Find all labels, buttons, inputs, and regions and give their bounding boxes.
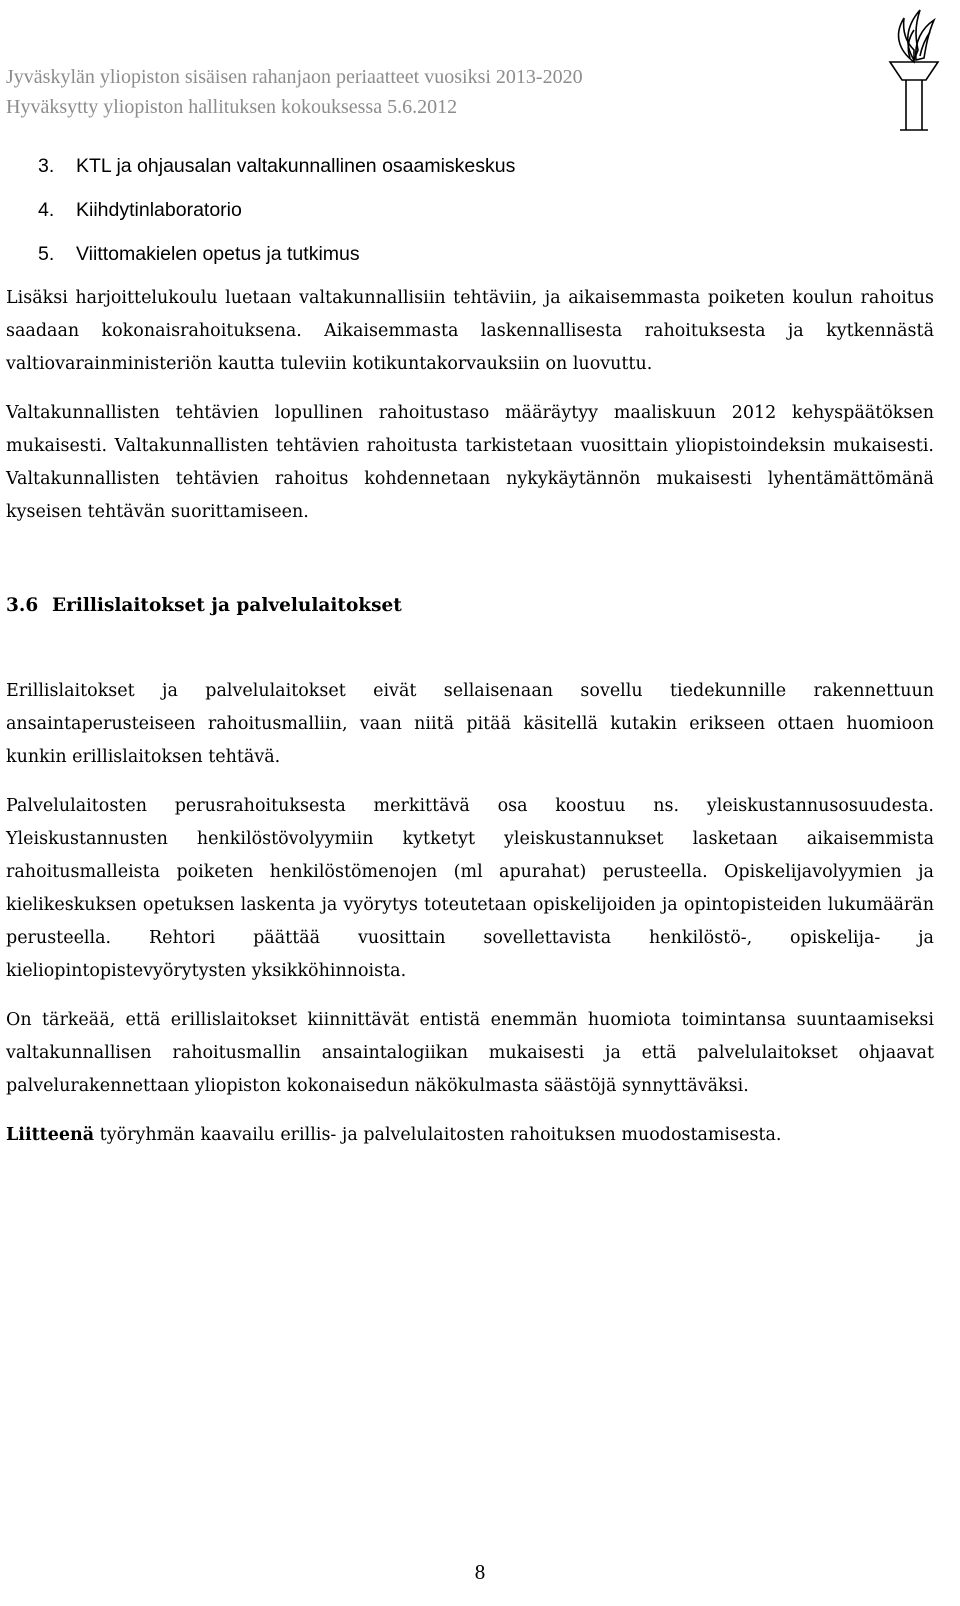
attachment-label: Liitteenä — [6, 1125, 95, 1145]
paragraph: Erillislaitokset ja palvelulaitokset eivät sellaisenaan sovellu tiedekunnille rakennettuun ansaintaperusteiseen rahoitusmalliin, vaan niitä pitää käsitellä kutakin erikseen ottaen huomioon kunkin erillislaitoksen tehtävä. — [6, 681, 934, 767]
attachment-note — [6, 1119, 934, 1152]
attachment-text: työryhmän kaavailu erillis- ja palvelulaitosten rahoituksen muodostamisesta. — [94, 1125, 782, 1145]
page-number: 8 — [474, 1560, 486, 1584]
list-item: 3. KTL ja ohjausalan valtakunnallinen osaamiskeskus — [38, 155, 516, 177]
paragraph: Lisäksi harjoittelukoulu luetaan valtakunnallisiin tehtäviin, ja aikaisemmasta poiketen koulun rahoitus saadaan kokonaisrahoituksena. Aikaisemmasta laskennallisesta rahoituksesta ja kytkennästä valtiovarainministeriön kautta tuleviin kotikuntakorvauksiin on luovuttu. — [6, 288, 934, 374]
paragraph: On tärkeää, että erillislaitokset kiinnittävät entistä enemmän huomiota toimintansa suuntaamiseksi valtakunnallisen rahoitusmallin ansaintalogiikan mukaisesti ja että palvelulaitokset ohjaavat palvelurakennettaan yliopiston kokonaisedun näkökulmasta säästöjä synnyttäväksi. — [6, 1010, 934, 1096]
document-body — [6, 144, 934, 1168]
list-item: 4. Kiihdytinlaboratorio — [38, 199, 242, 221]
numbered-list — [38, 144, 934, 276]
section-number: 3.6 — [6, 595, 39, 616]
paragraph: Valtakunnallisten tehtävien lopullinen rahoitustaso määräytyy maaliskuun 2012 kehyspäätöksen mukaisesti. Valtakunnallisten tehtävien rahoitusta tarkistetaan vuosittain yliopistoindeksin mukaisesti. Valtakunnallisten tehtävien rahoitus kohdennetaan nykykäytännön mukaisesti lyhentämättömänä kyseisen tehtävän suorittamiseen. — [6, 403, 934, 522]
torch-logo-icon — [884, 0, 944, 140]
document-header — [6, 62, 583, 122]
header-title: Jyväskylän yliopiston sisäisen rahanjaon periaatteet vuosiksi 2013-2020 — [6, 66, 583, 88]
section-heading — [6, 591, 934, 621]
list-item: 5. Viittomakielen opetus ja tutkimus — [38, 243, 360, 265]
section-title: Erillislaitokset ja palvelulaitokset — [52, 595, 402, 616]
header-subtitle: Hyväksytty yliopiston hallituksen kokouksessa 5.6.2012 — [6, 96, 458, 118]
paragraph: Palvelulaitosten perusrahoituksesta merkittävä osa koostuu ns. yleiskustannusosuudesta. Yleiskustannusten henkilöstövolyymiin kytketyt yleiskustannukset lasketaan aikaisemmista rahoitusmalleista poiketen henkilöstömenojen (ml apurahat) perusteella. Opiskelijavolyymien ja kielikeskuksen opetuksen laskenta ja vyörytys toteutetaan opiskelijoiden ja opintopisteiden lukumäärän perusteella. Rehtori päättää vuosittain sovellettavista henkilöstö-, opiskelija- ja kieliopintopistevyörytysten yksikköhinnoista. — [6, 796, 934, 981]
